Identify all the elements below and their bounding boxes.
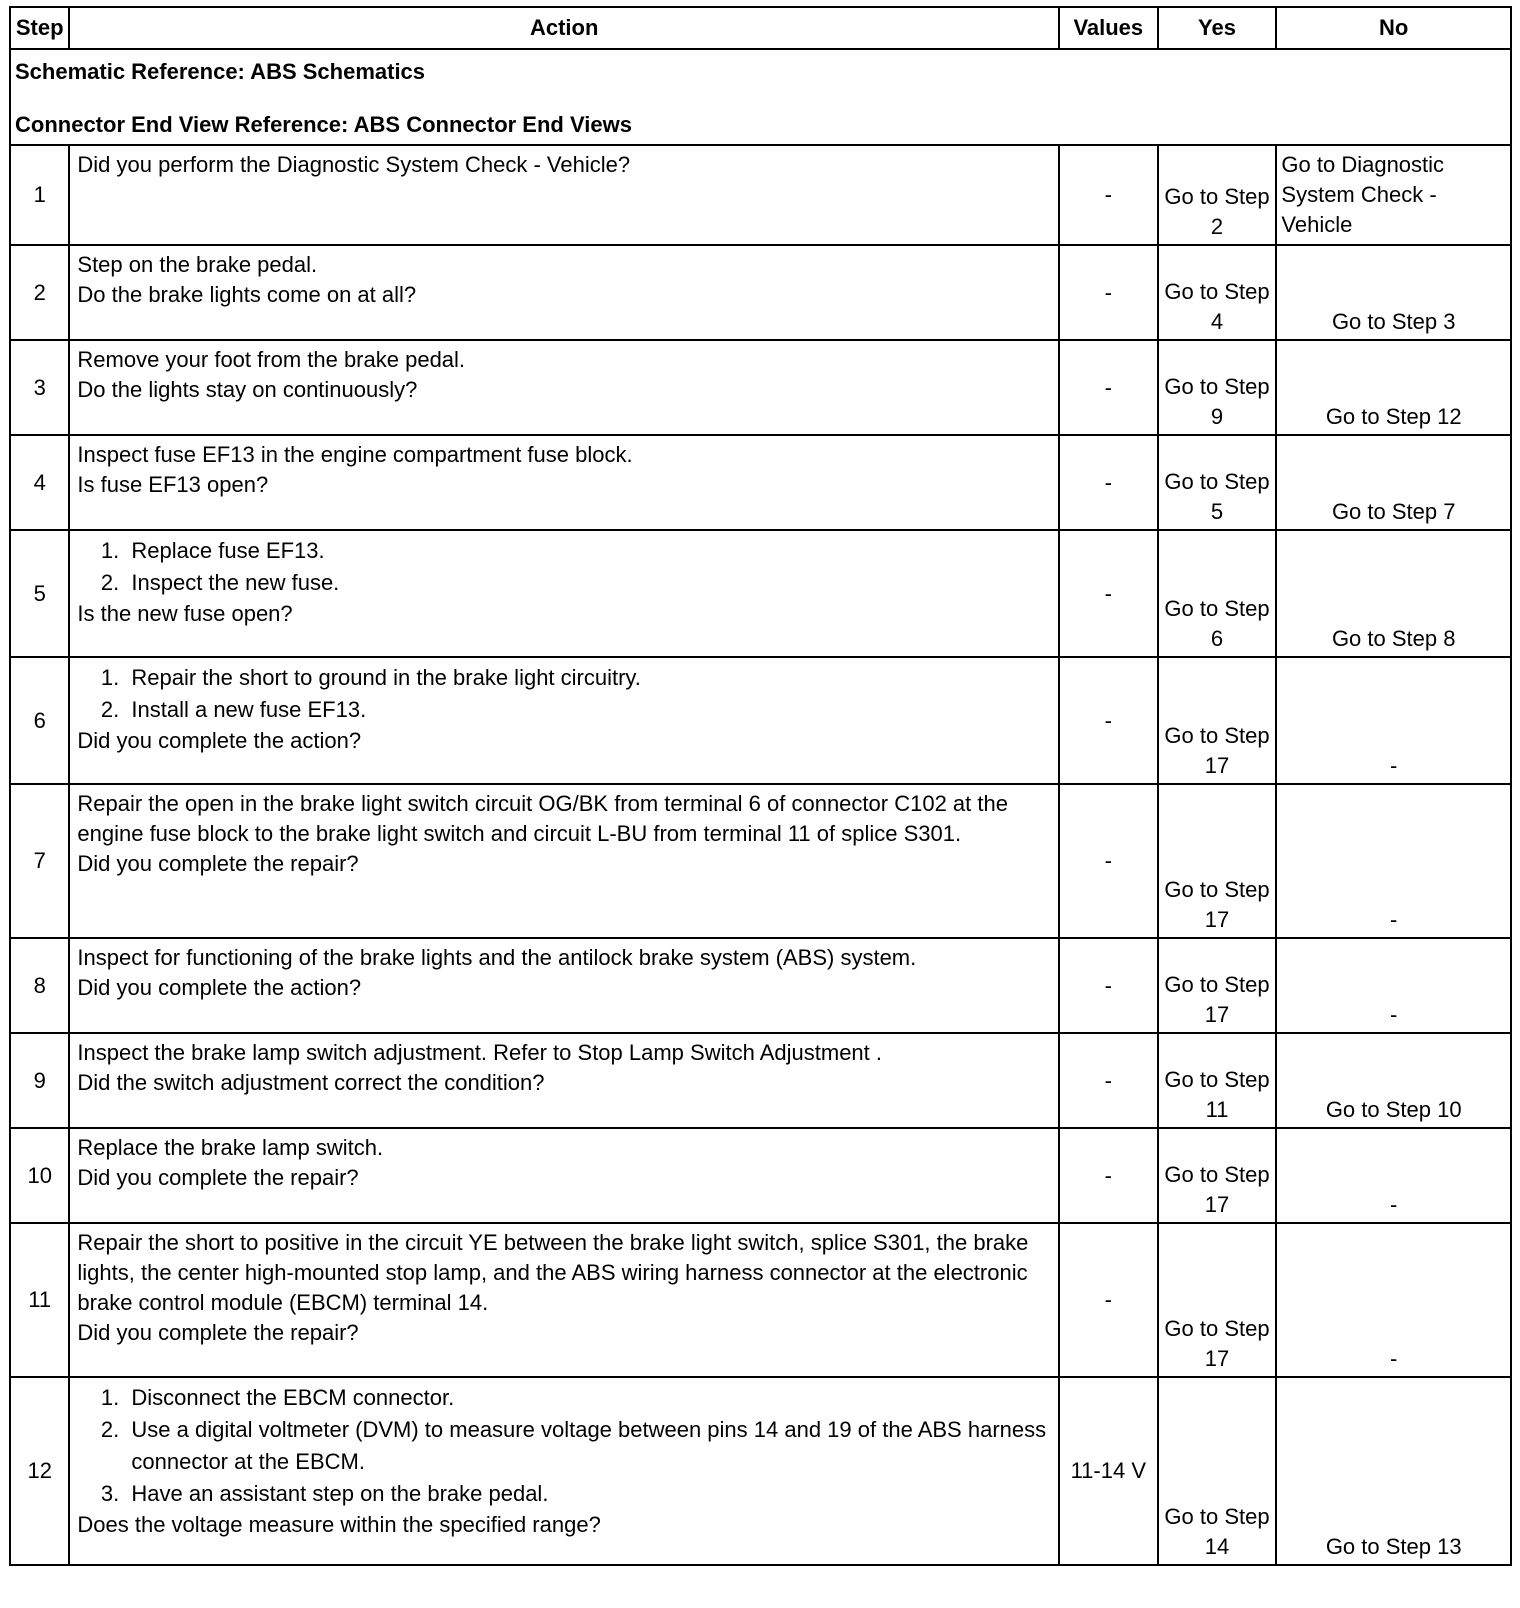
no-cell: Go to Step 7 xyxy=(1276,435,1511,530)
step-number: 5 xyxy=(10,530,69,657)
action-list-item: 1. Disconnect the EBCM connector. xyxy=(125,1382,1052,1414)
reference-cell xyxy=(10,49,1511,145)
value-cell: - xyxy=(1059,1223,1158,1377)
action-cell xyxy=(69,435,1059,530)
action-text: Remove your foot from the brake pedal. xyxy=(77,347,466,372)
schematic-reference: Schematic Reference: ABS Schematics xyxy=(15,59,426,84)
action-cell xyxy=(69,1377,1059,1565)
action-text: Inspect fuse EF13 in the engine compartment fuse block. xyxy=(77,442,633,467)
action-list xyxy=(77,662,1052,726)
action-question: Did you complete the action? xyxy=(77,728,362,753)
no-cell: - xyxy=(1276,657,1511,784)
action-question: Do the lights stay on continuously? xyxy=(77,377,418,402)
action-question: Did you complete the repair? xyxy=(77,1320,359,1345)
action-text: Replace the brake lamp switch. xyxy=(77,1135,384,1160)
action-text: Did you perform the Diagnostic System Check - Vehicle? xyxy=(77,152,631,177)
table-row xyxy=(10,1128,1511,1223)
connector-reference: Connector End View Reference: ABS Connector End Views xyxy=(15,112,632,137)
action-list-item: 2. Use a digital voltmeter (DVM) to measure voltage between pins 14 and 19 of the ABS harness connector at the EBCM. xyxy=(125,1414,1052,1478)
action-question: Did you complete the action? xyxy=(77,975,362,1000)
action-list-item: 2. Inspect the new fuse. xyxy=(125,567,1052,599)
action-cell xyxy=(69,530,1059,657)
yes-cell: Go to Step 17 xyxy=(1158,657,1277,784)
action-list-item: 2. Install a new fuse EF13. xyxy=(125,694,1052,726)
value-cell: - xyxy=(1059,784,1158,938)
table-row xyxy=(10,145,1511,245)
yes-cell: Go to Step 17 xyxy=(1158,938,1277,1033)
value-cell: - xyxy=(1059,245,1158,340)
table-row xyxy=(10,938,1511,1033)
value-cell: - xyxy=(1059,1033,1158,1128)
reference-row xyxy=(10,49,1511,145)
action-text: Inspect the brake lamp switch adjustment. Refer to Stop Lamp Switch Adjustment . xyxy=(77,1040,883,1065)
action-list xyxy=(77,1382,1052,1510)
action-question: Did you complete the repair? xyxy=(77,1165,359,1190)
action-text: Repair the open in the brake light switch circuit OG/BK from terminal 6 of connector C102 at the engine fuse block to the brake light switch and circuit L-BU from terminal 11 of splice S301. xyxy=(77,791,1008,846)
no-cell: Go to Step 13 xyxy=(1276,1377,1511,1565)
table-row xyxy=(10,435,1511,530)
table-row xyxy=(10,245,1511,340)
yes-cell: Go to Step 5 xyxy=(1158,435,1277,530)
action-list-item: 1. Replace fuse EF13. xyxy=(125,535,1052,567)
value-cell: - xyxy=(1059,340,1158,435)
value-cell: - xyxy=(1059,145,1158,245)
value-cell: 11-14 V xyxy=(1059,1377,1158,1565)
value-cell: - xyxy=(1059,938,1158,1033)
action-cell xyxy=(69,145,1059,245)
header-action: Action xyxy=(69,7,1059,49)
step-number: 3 xyxy=(10,340,69,435)
step-number: 6 xyxy=(10,657,69,784)
yes-cell: Go to Step 14 xyxy=(1158,1377,1277,1565)
yes-cell: Go to Step 9 xyxy=(1158,340,1277,435)
header-values: Values xyxy=(1059,7,1158,49)
header-row xyxy=(10,7,1511,49)
action-cell xyxy=(69,245,1059,340)
step-number: 1 xyxy=(10,145,69,245)
value-cell: - xyxy=(1059,1128,1158,1223)
yes-cell: Go to Step 6 xyxy=(1158,530,1277,657)
action-question: Did you complete the repair? xyxy=(77,851,359,876)
header-no: No xyxy=(1276,7,1511,49)
table-row xyxy=(10,340,1511,435)
action-cell xyxy=(69,1128,1059,1223)
step-number: 4 xyxy=(10,435,69,530)
action-cell xyxy=(69,1033,1059,1128)
diagnostic-table xyxy=(9,6,1512,1566)
value-cell: - xyxy=(1059,657,1158,784)
action-text: Inspect for functioning of the brake lights and the antilock brake system (ABS) system. xyxy=(77,945,917,970)
yes-cell: Go to Step 17 xyxy=(1158,784,1277,938)
action-cell xyxy=(69,340,1059,435)
no-cell: - xyxy=(1276,1223,1511,1377)
no-cell: Go to Step 8 xyxy=(1276,530,1511,657)
action-question: Is fuse EF13 open? xyxy=(77,472,269,497)
action-list xyxy=(77,535,1052,599)
step-number: 10 xyxy=(10,1128,69,1223)
no-cell: - xyxy=(1276,938,1511,1033)
table-row xyxy=(10,1223,1511,1377)
no-cell: Go to Step 3 xyxy=(1276,245,1511,340)
step-number: 12 xyxy=(10,1377,69,1565)
yes-cell: Go to Step 11 xyxy=(1158,1033,1277,1128)
yes-cell: Go to Step 17 xyxy=(1158,1223,1277,1377)
table-row xyxy=(10,1377,1511,1565)
step-number: 11 xyxy=(10,1223,69,1377)
action-question: Did the switch adjustment correct the condition? xyxy=(77,1070,545,1095)
yes-cell: Go to Step 17 xyxy=(1158,1128,1277,1223)
no-cell: Go to Step 10 xyxy=(1276,1033,1511,1128)
action-question: Does the voltage measure within the specified range? xyxy=(77,1512,601,1537)
yes-cell: Go to Step 2 xyxy=(1158,145,1277,245)
table-row xyxy=(10,1033,1511,1128)
table-row xyxy=(10,657,1511,784)
action-question: Do the brake lights come on at all? xyxy=(77,282,417,307)
action-list-item: 1. Repair the short to ground in the brake light circuitry. xyxy=(125,662,1052,694)
step-number: 2 xyxy=(10,245,69,340)
action-cell xyxy=(69,1223,1059,1377)
action-cell xyxy=(69,938,1059,1033)
header-yes: Yes xyxy=(1158,7,1277,49)
no-cell: - xyxy=(1276,1128,1511,1223)
step-number: 9 xyxy=(10,1033,69,1128)
table-row xyxy=(10,530,1511,657)
value-cell: - xyxy=(1059,530,1158,657)
action-question: Is the new fuse open? xyxy=(77,601,293,626)
action-cell xyxy=(69,657,1059,784)
no-cell: - xyxy=(1276,784,1511,938)
action-list-item: 3. Have an assistant step on the brake pedal. xyxy=(125,1478,1052,1510)
table-row xyxy=(10,784,1511,938)
step-number: 7 xyxy=(10,784,69,938)
action-text: Repair the short to positive in the circuit YE between the brake light switch, splice S301, the brake lights, the center high-mounted stop lamp, and the ABS wiring harness connector at the electronic brake control module (EBCM) terminal 14. xyxy=(77,1230,1029,1315)
no-cell: Go to Step 12 xyxy=(1276,340,1511,435)
yes-cell: Go to Step 4 xyxy=(1158,245,1277,340)
header-step: Step xyxy=(10,7,69,49)
value-cell: - xyxy=(1059,435,1158,530)
action-text: Step on the brake pedal. xyxy=(77,252,318,277)
step-number: 8 xyxy=(10,938,69,1033)
action-cell xyxy=(69,784,1059,938)
no-cell: Go to Diagnostic System Check - Vehicle xyxy=(1276,145,1511,245)
